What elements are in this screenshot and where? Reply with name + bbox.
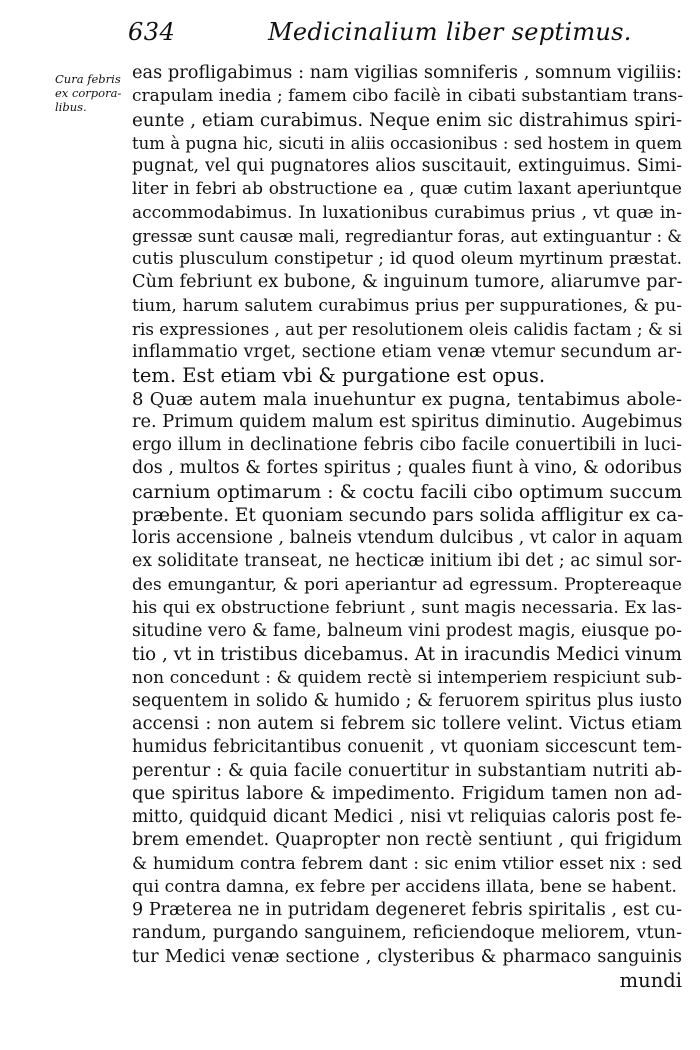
text-line: que spiritus labore & impedimento. Frigidum tamen non ad- bbox=[132, 783, 682, 804]
page-number: 634 bbox=[128, 18, 176, 46]
text-line: cutis plusculum constipetur ; id quod oleum myrtinum præstat. bbox=[132, 249, 682, 269]
text-line: & humidum contra febrem dant : sic enim vtilior esset nix : sed bbox=[132, 853, 682, 874]
text-line: accommodabimus. In luxationibus curabimus prius , vt quæ in- bbox=[132, 202, 682, 223]
text-line: non concedunt : & quidem rectè si intemperiem respiciunt sub- bbox=[132, 667, 682, 688]
text-line: liter in febri ab obstructione ea , quæ cutim laxant aperiuntque bbox=[132, 179, 682, 200]
text-line: humidus febricitantibus conuenit , vt quoniam siccescunt tem- bbox=[132, 737, 682, 758]
body-text bbox=[132, 62, 682, 992]
text-line: crapulam inedia ; famem cibo facilè in cibati substantiam trans- bbox=[132, 86, 684, 107]
text-line: pugnat, vel qui pugnatores alios suscitauit, extinguimus. Simi- bbox=[132, 156, 682, 176]
text-line: des emungantur, & pori aperiantur ad egressum. Proptereaque bbox=[132, 574, 682, 595]
text-line: ex soliditate transeat, ne hecticæ initium ibi det ; ac simul sor- bbox=[132, 551, 682, 572]
text-line: præbente. Et quoniam secundo pars solida affligitur ex ca- bbox=[132, 504, 684, 526]
text-line: tem. Est etiam vbi & purgatione est opus. bbox=[132, 364, 546, 388]
text-line: inflammatio vrget, sectione etiam venæ vtemur secundum ar- bbox=[132, 342, 682, 362]
text-line: dos , multos & fortes spiritus ; quales fiunt à vino, & odoribus bbox=[132, 458, 682, 479]
text-line: qui contra damna, ex febre per accidens illata, bene se habent. bbox=[132, 876, 677, 897]
text-line: accensi : non autem si febrem sic tollere velint. Victus etiam bbox=[132, 714, 682, 734]
catchword: mundi bbox=[619, 968, 682, 992]
text-line: tio , vt in tristibus dicebamus. At in iracundis Medici vinum bbox=[132, 644, 682, 666]
text-line: mitto, quidquid dicant Medici , nisi vt reliquias caloris post fe- bbox=[132, 807, 682, 827]
text-line: brem emendet. Quapropter non rectè sentiunt , qui frigidum bbox=[132, 830, 682, 851]
running-head: Medicinalium liber septimus. bbox=[268, 18, 632, 46]
text-line: his qui ex obstructione febriunt , sunt magis necessaria. Ex las- bbox=[132, 597, 682, 618]
text-line: eunte , etiam curabimus. Neque enim sic distrahimus spiri- bbox=[132, 109, 682, 131]
text-line: eas profligabimus : nam vigilias somniferis , somnum vigiliis: bbox=[132, 63, 682, 83]
text-line: Cùm febriunt ex bubone, & inguinum tumore, aliarumve par- bbox=[132, 272, 683, 293]
text-line: ris expressiones , aut per resolutionem oleis calidis factam ; & si bbox=[132, 318, 683, 339]
text-line: ergo illum in declinatione febris cibo facile conuertibili in luci- bbox=[132, 435, 682, 455]
margin-note bbox=[55, 72, 125, 114]
margin-note-line: libus. bbox=[55, 100, 87, 114]
page-header bbox=[128, 18, 632, 54]
text-line: perentur : & quia facile conuertitur in substantiam nutriti ab- bbox=[132, 760, 682, 781]
text-line: re. Primum quidem malum est spiritus diminutio. Augebimus bbox=[132, 411, 683, 432]
text-line: situdine vero & fame, balneum vini prodest magis, eiusque po- bbox=[132, 621, 682, 641]
text-line: carnium optimarum : & coctu facili cibo optimum succum bbox=[132, 481, 682, 503]
margin-note-line: ex corpora- bbox=[55, 86, 122, 100]
text-line: tium, harum salutem curabimus prius per suppurationes, & pu- bbox=[132, 295, 682, 316]
text-line: loris accensione , balneis vtendum dulcibus , vt calor in aquam bbox=[132, 528, 683, 548]
text-line: tur Medici venæ sectione , clysteribus & pharmaco sanguinis bbox=[132, 946, 682, 967]
text-line: gressæ sunt causæ mali, regrediantur foras, aut extinguantur : & bbox=[132, 226, 682, 246]
text-line: 9 Præterea ne in putridam degeneret febris spiritalis , est cu- bbox=[132, 900, 682, 920]
text-line: tum à pugna hic, sicuti in aliis occasionibus : sed hostem in quem bbox=[132, 133, 682, 153]
text-line: randum, purgando sanguinem, reficiendoque meliorem, vtun- bbox=[132, 923, 682, 944]
margin-note-line: Cura febris bbox=[55, 72, 121, 86]
text-line: 8 Quæ autem mala inuehuntur ex pugna, tentabimus abole- bbox=[132, 388, 682, 410]
text-line: sequentem in solido & humido ; & feruorem spiritus plus iusto bbox=[132, 690, 682, 711]
